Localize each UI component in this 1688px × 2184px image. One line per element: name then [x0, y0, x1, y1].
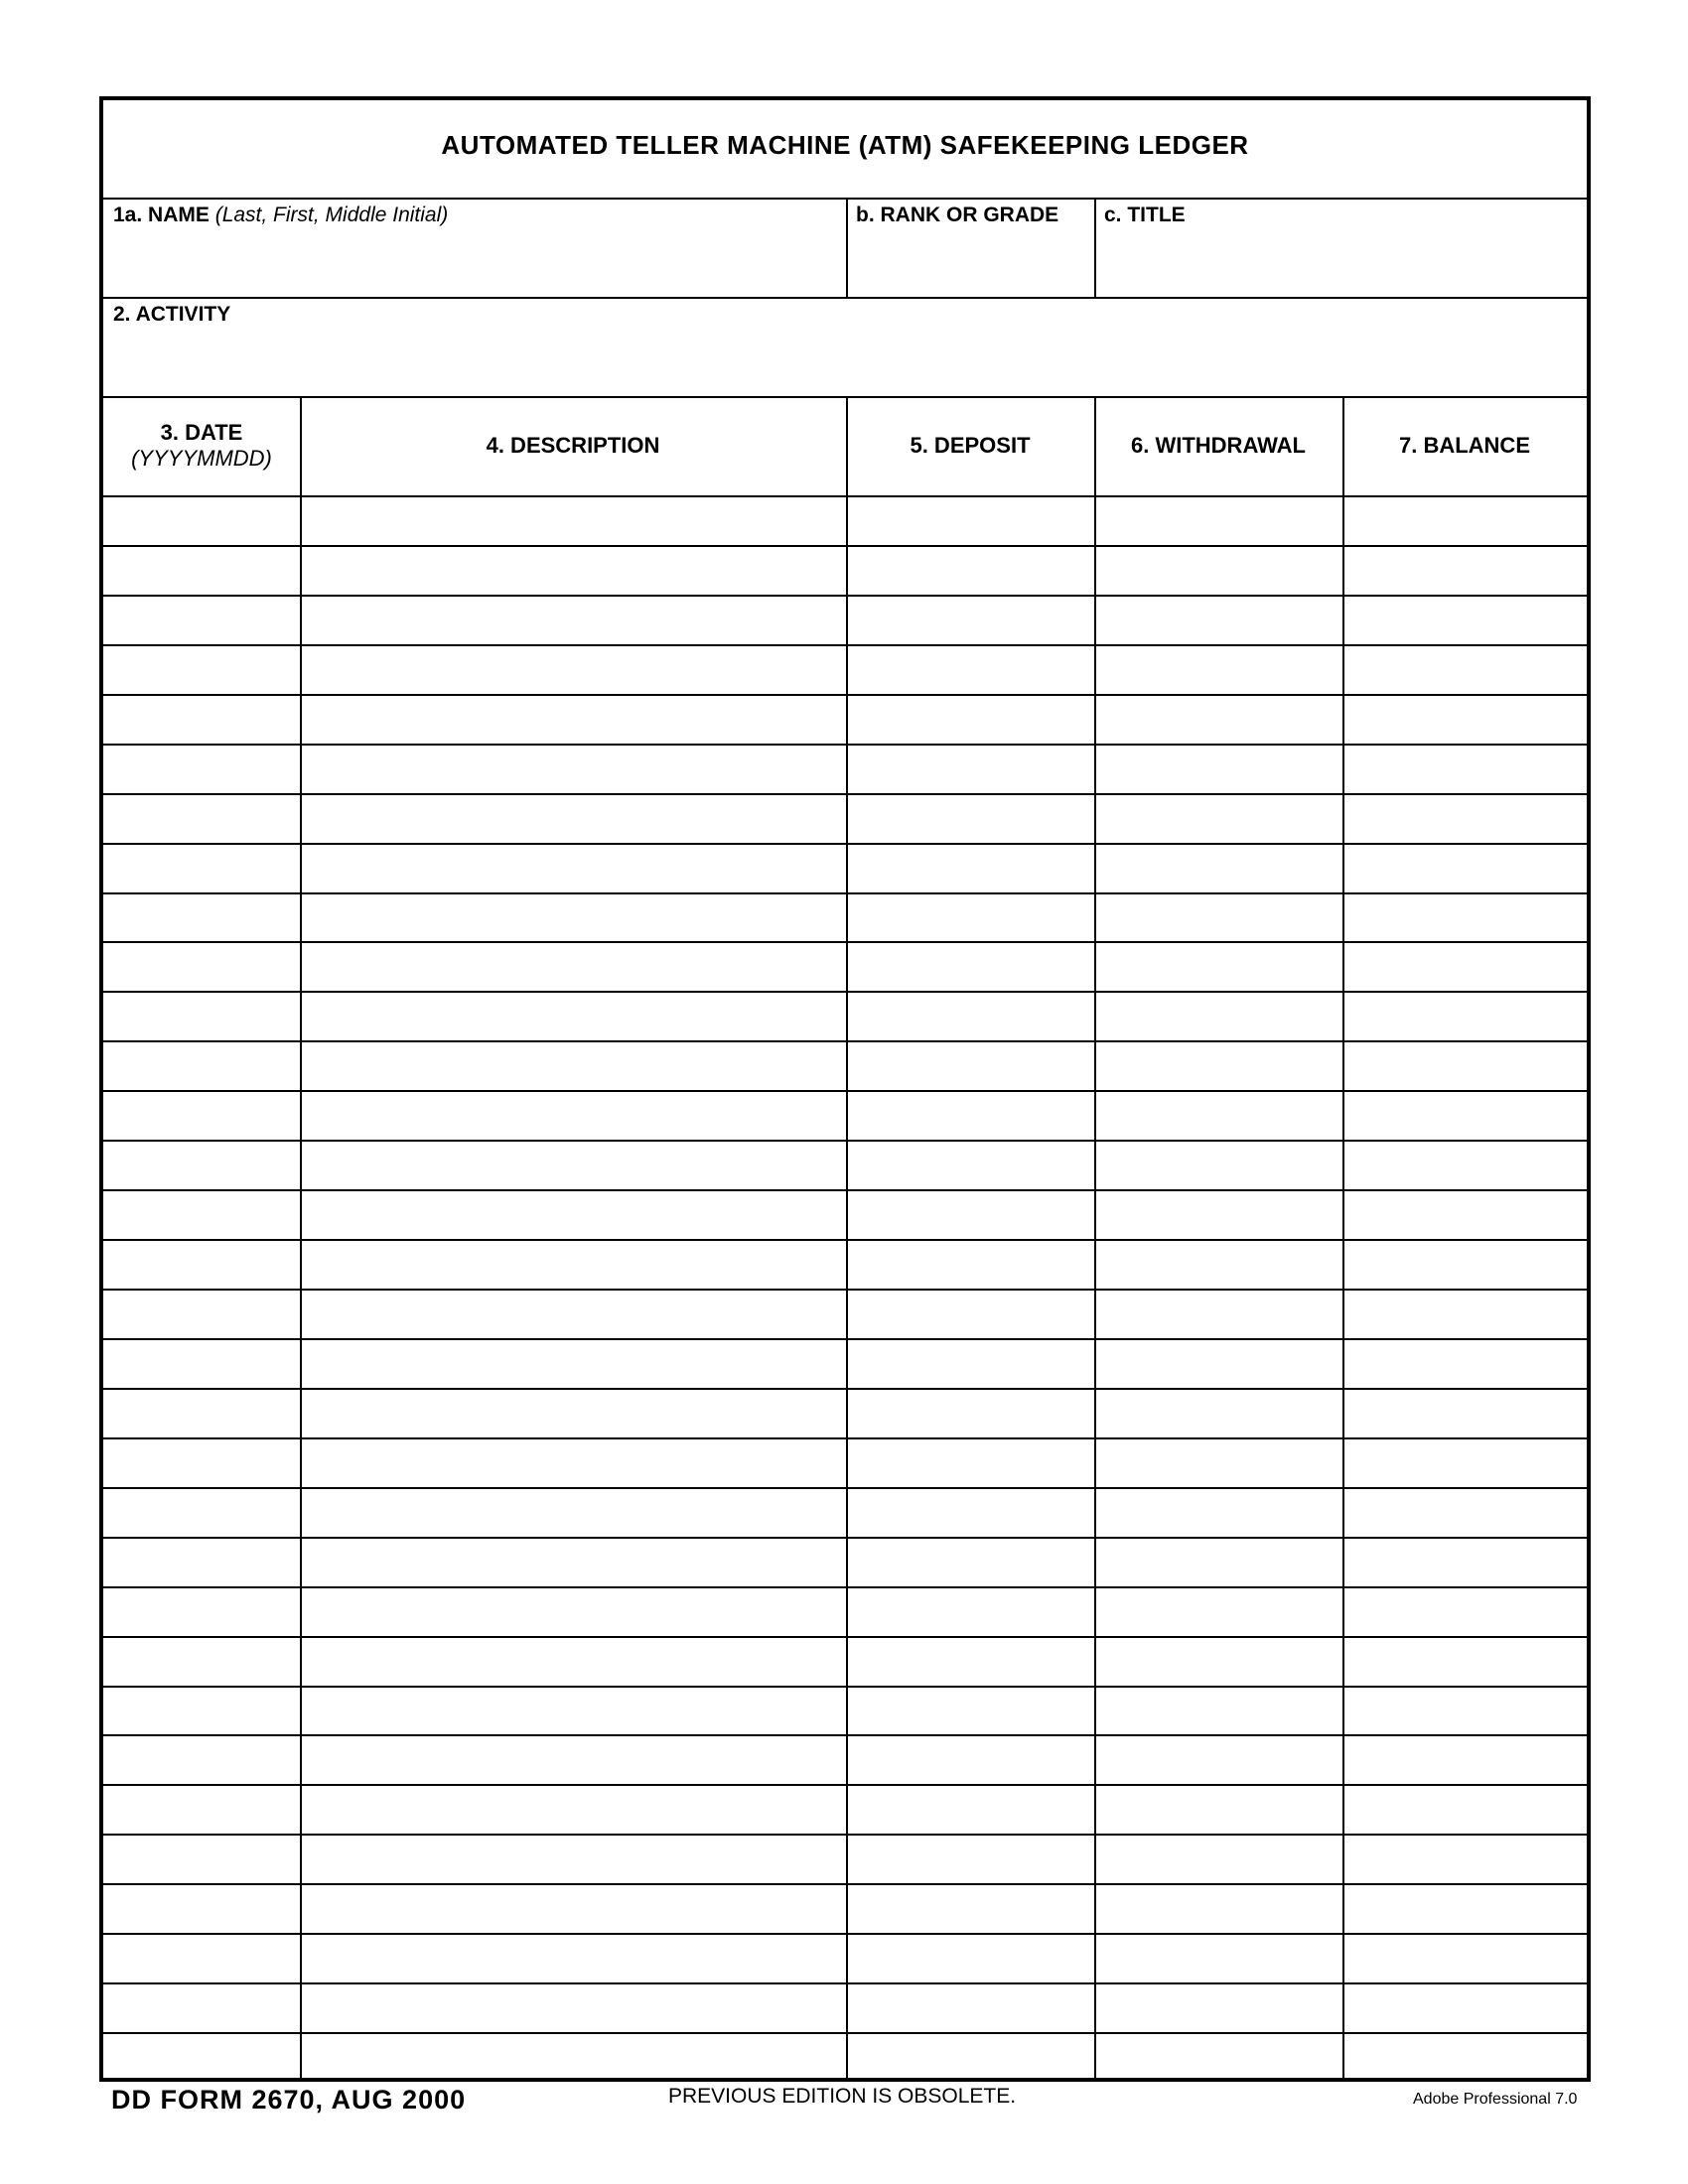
ledger-cell-description[interactable] — [302, 1736, 846, 1784]
ledger-cell-deposit[interactable] — [848, 646, 1094, 694]
ledger-cell-balance[interactable] — [1344, 845, 1587, 892]
ledger-cell-withdrawal[interactable] — [1096, 1142, 1342, 1189]
ledger-cell-balance[interactable] — [1344, 1439, 1587, 1487]
ledger-cell-deposit[interactable] — [848, 1885, 1094, 1933]
ledger-cell-date[interactable] — [105, 1142, 300, 1189]
ledger-cell-description[interactable] — [302, 1390, 846, 1437]
ledger-cell-deposit[interactable] — [848, 1092, 1094, 1140]
column-header-deposit: 5. DEPOSIT — [910, 433, 1031, 458]
ledger-cell-date[interactable] — [105, 547, 300, 595]
ledger-cell-balance[interactable] — [1344, 1539, 1587, 1586]
ledger-cell-deposit[interactable] — [848, 1588, 1094, 1636]
ledger-cell-balance[interactable] — [1344, 1638, 1587, 1686]
ledger-cell-deposit[interactable] — [848, 1638, 1094, 1686]
ledger-cell-description[interactable] — [302, 1688, 846, 1735]
ledger-cell-withdrawal[interactable] — [1096, 1836, 1342, 1883]
ledger-cell-balance[interactable] — [1344, 1142, 1587, 1189]
ledger-cell-withdrawal[interactable] — [1096, 1241, 1342, 1289]
ledger-cell-balance[interactable] — [1344, 1688, 1587, 1735]
ledger-cell-balance[interactable] — [1344, 597, 1587, 644]
ledger-cell-withdrawal[interactable] — [1096, 1786, 1342, 1834]
ledger-cell-description[interactable] — [302, 894, 846, 942]
ledger-cell-withdrawal[interactable] — [1096, 1390, 1342, 1437]
ledger-cell-withdrawal[interactable] — [1096, 993, 1342, 1040]
ledger-cell-date[interactable] — [105, 1688, 300, 1735]
ledger-cell-deposit[interactable] — [848, 795, 1094, 843]
ledger-cell-date[interactable] — [105, 2034, 300, 2082]
ledger-cell-deposit[interactable] — [848, 1291, 1094, 1338]
ledger-cell-balance[interactable] — [1344, 1736, 1587, 1784]
column-header-description: 4. DESCRIPTION — [486, 433, 660, 458]
ledger-cell-deposit[interactable] — [848, 943, 1094, 991]
ledger-cell-description[interactable] — [302, 1191, 846, 1239]
ledger-cell-description[interactable] — [302, 1340, 846, 1388]
ledger-cell-balance[interactable] — [1344, 1984, 1587, 2032]
ledger-cell-date[interactable] — [105, 1241, 300, 1289]
ledger-cell-withdrawal[interactable] — [1096, 845, 1342, 892]
ledger-cell-description[interactable] — [302, 497, 846, 545]
ledger-cell-date[interactable] — [105, 1390, 300, 1437]
ledger-cell-deposit[interactable] — [848, 993, 1094, 1040]
ledger-cell-description[interactable] — [302, 1935, 846, 1982]
ledger-cell-date[interactable] — [105, 746, 300, 793]
ledger-cell-balance[interactable] — [1344, 1836, 1587, 1883]
ledger-cell-description[interactable] — [302, 1142, 846, 1189]
ledger-cell-balance[interactable] — [1344, 894, 1587, 942]
ledger-cell-date[interactable] — [105, 1588, 300, 1636]
ledger-cell-withdrawal[interactable] — [1096, 2034, 1342, 2082]
ledger-cell-description[interactable] — [302, 1439, 846, 1487]
form-title: AUTOMATED TELLER MACHINE (ATM) SAFEKEEPING LEDGER — [441, 130, 1249, 160]
ledger-cell-balance[interactable] — [1344, 943, 1587, 991]
ledger-cell-date[interactable] — [105, 1786, 300, 1834]
ledger-cell-balance[interactable] — [1344, 1489, 1587, 1537]
ledger-cell-deposit[interactable] — [848, 894, 1094, 942]
ledger-cell-withdrawal[interactable] — [1096, 1638, 1342, 1686]
ledger-cell-description[interactable] — [302, 1241, 846, 1289]
ledger-cell-deposit[interactable] — [848, 547, 1094, 595]
ledger-cell-description[interactable] — [302, 1588, 846, 1636]
ledger-cell-withdrawal[interactable] — [1096, 1340, 1342, 1388]
ledger-cell-withdrawal[interactable] — [1096, 646, 1342, 694]
ledger-cell-balance[interactable] — [1344, 1291, 1587, 1338]
ledger-cell-withdrawal[interactable] — [1096, 1688, 1342, 1735]
ledger-cell-withdrawal[interactable] — [1096, 943, 1342, 991]
ledger-cell-description[interactable] — [302, 943, 846, 991]
ledger-cell-balance[interactable] — [1344, 1885, 1587, 1933]
ledger-cell-date[interactable] — [105, 1836, 300, 1883]
ledger-cell-date[interactable] — [105, 1489, 300, 1537]
ledger-cell-description[interactable] — [302, 993, 846, 1040]
edition-notice: PREVIOUS EDITION IS OBSOLETE. — [668, 2085, 1017, 2108]
ledger-cell-description[interactable] — [302, 746, 846, 793]
software-note: Adobe Professional 7.0 — [1413, 2091, 1578, 2108]
ledger-cell-date[interactable] — [105, 1439, 300, 1487]
ledger-cell-balance[interactable] — [1344, 547, 1587, 595]
ledger-cell-date[interactable] — [105, 993, 300, 1040]
ledger-cell-deposit[interactable] — [848, 1489, 1094, 1537]
ledger-cell-date[interactable] — [105, 646, 300, 694]
ledger-cell-date[interactable] — [105, 497, 300, 545]
ledger-cell-description[interactable] — [302, 1984, 846, 2032]
ledger-cell-date[interactable] — [105, 597, 300, 644]
ledger-cell-withdrawal[interactable] — [1096, 1984, 1342, 2032]
rank-grade-label: b. RANK OR GRADE — [856, 204, 1059, 226]
ledger-cell-balance[interactable] — [1344, 1092, 1587, 1140]
ledger-cell-balance[interactable] — [1344, 993, 1587, 1040]
ledger-cell-balance[interactable] — [1344, 1340, 1587, 1388]
ledger-cell-deposit[interactable] — [848, 1042, 1094, 1090]
ledger-cell-balance[interactable] — [1344, 2034, 1587, 2082]
ledger-cell-deposit[interactable] — [848, 1539, 1094, 1586]
ledger-cell-date[interactable] — [105, 1291, 300, 1338]
ledger-cell-description[interactable] — [302, 1291, 846, 1338]
ledger-cell-balance[interactable] — [1344, 1588, 1587, 1636]
ledger-cell-withdrawal[interactable] — [1096, 1539, 1342, 1586]
ledger-cell-description[interactable] — [302, 1638, 846, 1686]
ledger-cell-withdrawal[interactable] — [1096, 497, 1342, 545]
ledger-cell-date[interactable] — [105, 1935, 300, 1982]
ledger-cell-withdrawal[interactable] — [1096, 1291, 1342, 1338]
ledger-cell-description[interactable] — [302, 845, 846, 892]
divider — [103, 396, 1587, 398]
ledger-cell-description[interactable] — [302, 1092, 846, 1140]
ledger-cell-deposit[interactable] — [848, 696, 1094, 744]
ledger-cell-date[interactable] — [105, 845, 300, 892]
ledger-cell-deposit[interactable] — [848, 1191, 1094, 1239]
column-header-withdrawal: 6. WITHDRAWAL — [1131, 433, 1306, 458]
ledger-cell-withdrawal[interactable] — [1096, 1092, 1342, 1140]
ledger-cell-balance[interactable] — [1344, 1390, 1587, 1437]
ledger-cell-deposit[interactable] — [848, 1688, 1094, 1735]
ledger-cell-balance[interactable] — [1344, 1935, 1587, 1982]
form-number: DD FORM 2670, AUG 2000 — [111, 2085, 467, 2115]
ledger-cell-date[interactable] — [105, 1042, 300, 1090]
ledger-cell-date[interactable] — [105, 1191, 300, 1239]
ledger-cell-date[interactable] — [105, 1340, 300, 1388]
ledger-cell-withdrawal[interactable] — [1096, 1935, 1342, 1982]
ledger-cell-description[interactable] — [302, 1786, 846, 1834]
ledger-cell-deposit[interactable] — [848, 497, 1094, 545]
column-header-date: 3. DATE (YYYYMMDD) — [131, 420, 272, 471]
ledger-cell-balance[interactable] — [1344, 1241, 1587, 1289]
ledger-cell-deposit[interactable] — [848, 845, 1094, 892]
ledger-cell-withdrawal[interactable] — [1096, 795, 1342, 843]
ledger-cell-deposit[interactable] — [848, 2034, 1094, 2082]
ledger-cell-deposit[interactable] — [848, 1142, 1094, 1189]
ledger-cell-balance[interactable] — [1344, 1786, 1587, 1834]
ledger-cell-date[interactable] — [105, 795, 300, 843]
ledger-cell-deposit[interactable] — [848, 1935, 1094, 1982]
ledger-cell-withdrawal[interactable] — [1096, 696, 1342, 744]
ledger-cell-withdrawal[interactable] — [1096, 1489, 1342, 1537]
ledger-cell-deposit[interactable] — [848, 1984, 1094, 2032]
name-field[interactable] — [103, 200, 846, 297]
name-field-label: 1a. NAME (Last, First, Middle Initial) — [113, 204, 449, 226]
ledger-cell-withdrawal[interactable] — [1096, 1042, 1342, 1090]
ledger-cell-withdrawal[interactable] — [1096, 1191, 1342, 1239]
ledger-cell-description[interactable] — [302, 646, 846, 694]
ledger-cell-deposit[interactable] — [848, 746, 1094, 793]
ledger-cell-description[interactable] — [302, 1885, 846, 1933]
ledger-cell-withdrawal[interactable] — [1096, 746, 1342, 793]
ledger-cell-description[interactable] — [302, 1489, 846, 1537]
ledger-cell-deposit[interactable] — [848, 1340, 1094, 1388]
ledger-cell-withdrawal[interactable] — [1096, 1885, 1342, 1933]
ledger-cell-balance[interactable] — [1344, 746, 1587, 793]
ledger-cell-balance[interactable] — [1344, 1191, 1587, 1239]
ledger-cell-deposit[interactable] — [848, 1786, 1094, 1834]
title-field-label: c. TITLE — [1104, 204, 1186, 226]
ledger-cell-date[interactable] — [105, 1092, 300, 1140]
ledger-cell-balance[interactable] — [1344, 696, 1587, 744]
ledger-cell-date[interactable] — [105, 1736, 300, 1784]
ledger-cell-deposit[interactable] — [848, 1439, 1094, 1487]
ledger-cell-date[interactable] — [105, 696, 300, 744]
ledger-cell-balance[interactable] — [1344, 646, 1587, 694]
ledger-cell-date[interactable] — [105, 943, 300, 991]
ledger-cell-description[interactable] — [302, 1042, 846, 1090]
ledger-cell-deposit[interactable] — [848, 1736, 1094, 1784]
ledger-cell-date[interactable] — [105, 894, 300, 942]
ledger-cell-date[interactable] — [105, 1539, 300, 1586]
ledger-cell-balance[interactable] — [1344, 497, 1587, 545]
ledger-cell-withdrawal[interactable] — [1096, 1588, 1342, 1636]
ledger-cell-date[interactable] — [105, 1885, 300, 1933]
ledger-cell-withdrawal[interactable] — [1096, 547, 1342, 595]
ledger-cell-withdrawal[interactable] — [1096, 1736, 1342, 1784]
ledger-cell-balance[interactable] — [1344, 795, 1587, 843]
ledger-cell-date[interactable] — [105, 1984, 300, 2032]
ledger-form — [99, 96, 1591, 2082]
column-header-balance: 7. BALANCE — [1398, 433, 1530, 458]
ledger-cell-description[interactable] — [302, 1836, 846, 1883]
ledger-cell-date[interactable] — [105, 1638, 300, 1686]
ledger-cell-withdrawal[interactable] — [1096, 1439, 1342, 1487]
ledger-cell-description[interactable] — [302, 547, 846, 595]
rank-grade-field[interactable] — [848, 200, 1094, 297]
ledger-cell-balance[interactable] — [1344, 1042, 1587, 1090]
title-field[interactable] — [1096, 200, 1587, 297]
ledger-cell-deposit[interactable] — [848, 1836, 1094, 1883]
activity-label: 2. ACTIVITY — [113, 303, 231, 326]
ledger-cell-withdrawal[interactable] — [1096, 597, 1342, 644]
ledger-cell-description[interactable] — [302, 2034, 846, 2082]
ledger-cell-deposit[interactable] — [848, 1241, 1094, 1289]
ledger-cell-deposit[interactable] — [848, 1390, 1094, 1437]
activity-field[interactable] — [103, 299, 1587, 396]
ledger-cell-deposit[interactable] — [848, 597, 1094, 644]
ledger-cell-description[interactable] — [302, 597, 846, 644]
ledger-cell-description[interactable] — [302, 1539, 846, 1586]
ledger-cell-description[interactable] — [302, 795, 846, 843]
ledger-cell-description[interactable] — [302, 696, 846, 744]
ledger-cell-withdrawal[interactable] — [1096, 894, 1342, 942]
